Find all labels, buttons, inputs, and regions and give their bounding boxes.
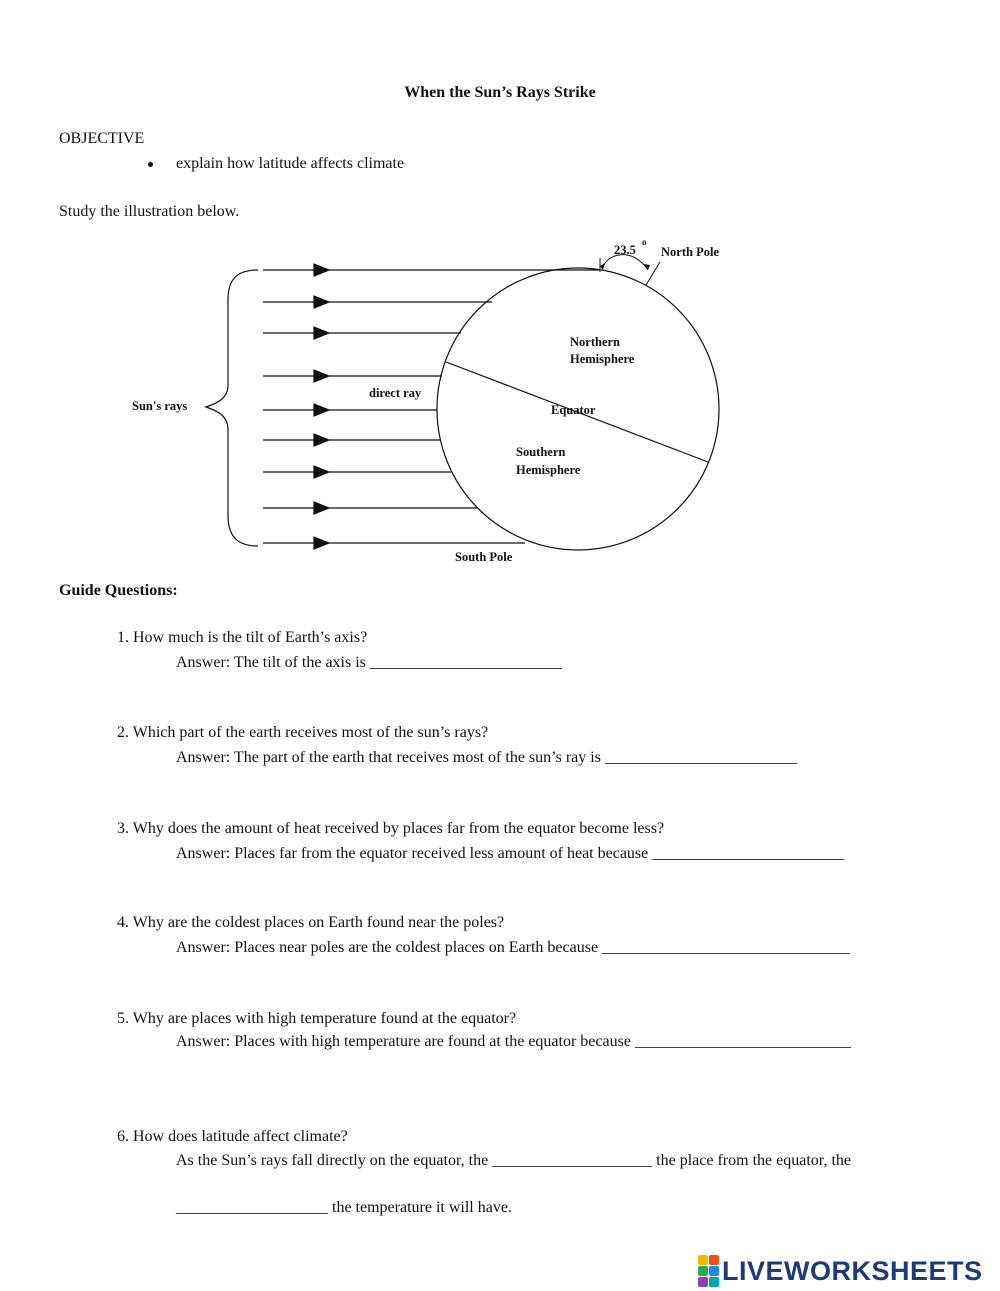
question-4: 4. Why are the coldest places on Earth found near the poles? (117, 914, 505, 931)
southern-label-1: Southern (516, 445, 566, 459)
angle-label: 23.5 (614, 243, 636, 257)
logo-block (709, 1266, 719, 1276)
logo-block (698, 1277, 708, 1287)
south-pole-label: South Pole (455, 550, 513, 564)
guide-heading: Guide Questions: (59, 582, 178, 599)
northern-label-2: Hemisphere (570, 352, 635, 366)
logo-block (709, 1255, 719, 1265)
logo-mark-icon (698, 1255, 719, 1287)
logo-block (709, 1277, 719, 1287)
bullet-icon (148, 162, 153, 167)
answer-5[interactable]: Answer: Places with high temperature are found at the equator because ___________________________ (176, 1033, 851, 1050)
objective-heading: OBJECTIVE (59, 130, 145, 147)
northern-label-1: Northern (570, 335, 620, 349)
equator-label: Equator (551, 403, 596, 417)
question-2: 2. Which part of the earth receives most of the sun’s rays? (117, 724, 489, 741)
answer-6-line-1[interactable]: As the Sun’s rays fall directly on the equator, the ____________________ the place from the equator, the (176, 1152, 851, 1169)
liveworksheets-logo (698, 1256, 983, 1286)
sun-ray-lines (263, 264, 600, 549)
sun-rays-diagram (0, 230, 1000, 575)
page-title: When the Sun’s Rays Strike (404, 84, 596, 101)
objective-bullet: explain how latitude affects climate (176, 155, 405, 172)
question-1: 1. How much is the tilt of Earth’s axis? (117, 629, 368, 646)
question-3: 3. Why does the amount of heat received by places far from the equator become less? (117, 820, 665, 837)
suns-rays-label: Sun's rays (132, 399, 188, 413)
southern-label-2: Hemisphere (516, 463, 581, 477)
instruction-text: Study the illustration below. (59, 203, 240, 220)
question-6: 6. How does latitude affect climate? (117, 1128, 348, 1145)
brace-shape (206, 270, 258, 546)
answer-2[interactable]: Answer: The part of the earth that receives most of the sun’s ray is ________________________ (176, 749, 797, 766)
degree-symbol: o (642, 237, 647, 247)
direct-ray-label: direct ray (369, 386, 422, 400)
answer-3[interactable]: Answer: Places far from the equator received less amount of heat because ________________________ (176, 845, 845, 862)
logo-block (698, 1255, 708, 1265)
answer-6-line-2[interactable]: ___________________ the temperature it will have. (176, 1199, 512, 1216)
north-pole-label: North Pole (661, 245, 719, 259)
answer-1[interactable]: Answer: The tilt of the axis is ________________________ (176, 654, 562, 671)
logo-block (698, 1266, 708, 1276)
brand-name: LIVEWORKSHEETS (722, 1255, 983, 1286)
answer-4[interactable]: Answer: Places near poles are the coldest places on Earth because _______________________________ (176, 939, 851, 956)
question-5: 5. Why are places with high temperature found at the equator? (117, 1010, 517, 1027)
